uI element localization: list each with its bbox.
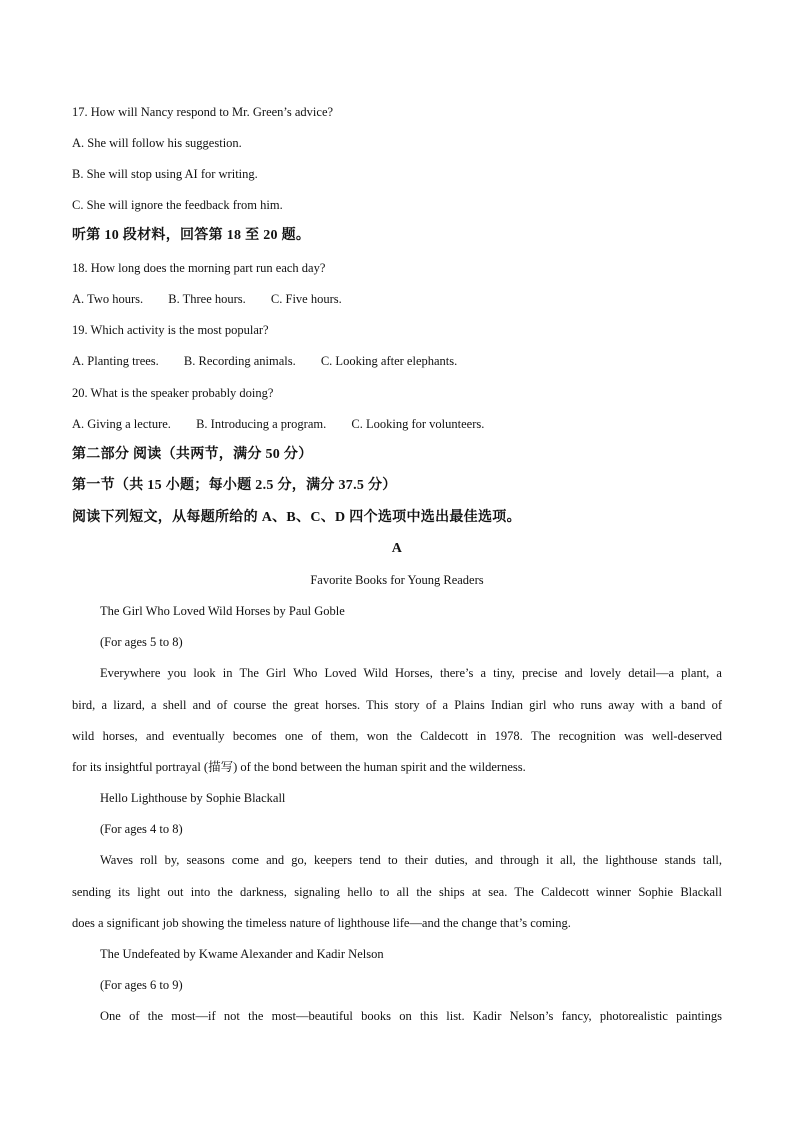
question-20-option-a: A. Giving a lecture. (72, 417, 171, 431)
book-3-paragraph-line: One of the most—if not the most—beautiful books on this list. Kadir Nelson’s fancy, photorealistic paintings (100, 1009, 722, 1023)
question-17-option-a: A. She will follow his suggestion. (72, 136, 242, 150)
question-17-option-b: B. She will stop using AI for writing. (72, 167, 258, 181)
question-18-option-a: A. Two hours. (72, 292, 144, 306)
question-20-option-b: B. Introducing a program. (196, 417, 327, 431)
book-1-paragraph-line: bird, a lizard, a shell and of course the great horses. This story of a Plains Indian girl who runs away with a band of (72, 698, 722, 712)
question-17-option-c: C. She will ignore the feedback from him. (72, 198, 283, 212)
question-20-option-c: C. Looking for volunteers. (351, 417, 485, 431)
passage-title: Favorite Books for Young Readers (310, 573, 484, 587)
question-20-options (72, 416, 506, 432)
question-19-option-b: B. Recording animals. (183, 354, 296, 368)
passage-label: A (391, 541, 403, 556)
question-17-stem: 17. How will Nancy respond to Mr. Green’s advice? (72, 105, 334, 119)
book-2-paragraph-line: sending its light out into the darkness, signaling hello to all the ships at sea. The Caldecott winner Sophie Blackall (72, 885, 722, 899)
question-19-option-c: C. Looking after elephants. (320, 354, 458, 368)
book-2-paragraph-line: does a significant job showing the timeless nature of lighthouse life—and the change that’s coming. (72, 916, 571, 930)
book-3-title: The Undefeated by Kwame Alexander and Kadir Nelson (100, 947, 384, 961)
question-18-option-b: B. Three hours. (168, 292, 246, 306)
question-18-stem: 18. How long does the morning part run each day? (72, 261, 326, 275)
book-2-paragraph-line: Waves roll by, seasons come and go, keepers tend to their duties, and through it all, the lighthouse stands tall, (100, 853, 722, 867)
book-1-paragraph-line: wild horses, and eventually becomes one of them, won the Caldecott in 1978. The recognition was well-deserved (72, 729, 722, 743)
question-18-option-c: C. Five hours. (270, 292, 342, 306)
question-18-options (72, 291, 364, 307)
book-2-title: Hello Lighthouse by Sophie Blackall (100, 791, 286, 805)
book-1-title: The Girl Who Loved Wild Horses by Paul Goble (100, 604, 345, 618)
book-1-ages: (For ages 5 to 8) (100, 635, 183, 649)
reading-instruction: 阅读下列短文，从每题所给的 A、B、C、D 四个选项中选出最佳选项。 (72, 510, 521, 525)
question-20-stem: 20. What is the speaker probably doing? (72, 386, 274, 400)
section-10-heading: 听第 10 段材料，回答第 18 至 20 题。 (72, 228, 311, 243)
book-1-paragraph-line: Everywhere you look in The Girl Who Loved Wild Horses, there’s a tiny, precise and lovely detail—a plant, a (100, 666, 722, 680)
book-3-ages: (For ages 6 to 9) (100, 978, 183, 992)
section-1-heading: 第一节（共 15 小题；每小题 2.5 分，满分 37.5 分） (72, 478, 397, 493)
question-19-stem: 19. Which activity is the most popular? (72, 323, 269, 337)
book-1-paragraph-line: for its insightful portrayal (描写) of the bond between the human spirit and the wilderness. (72, 760, 526, 774)
question-19-options (72, 353, 479, 369)
question-19-option-a: A. Planting trees. (72, 354, 159, 368)
part-2-heading: 第二部分 阅读（共两节，满分 50 分） (72, 447, 313, 462)
book-2-ages: (For ages 4 to 8) (100, 822, 183, 836)
